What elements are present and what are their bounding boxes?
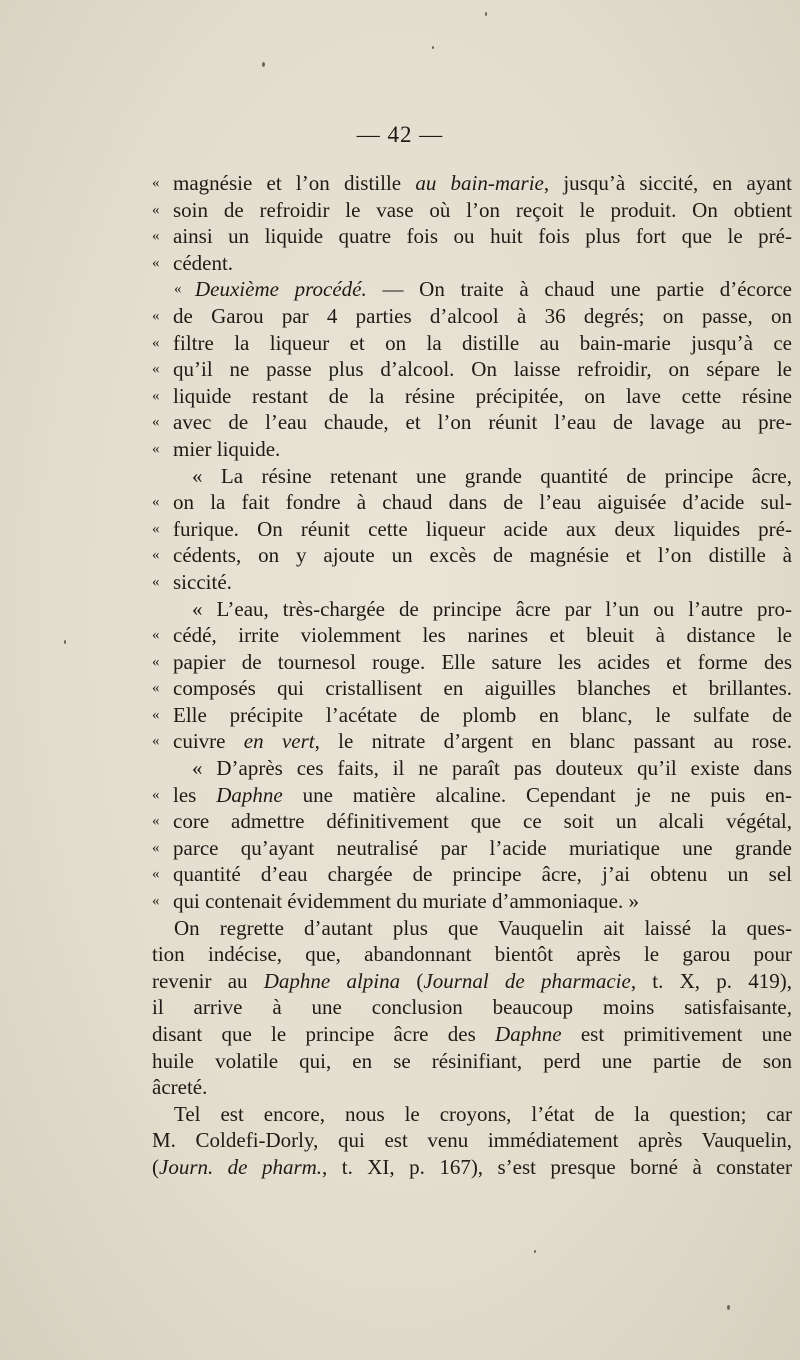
text-segment: on la fait fondre à chaud dans de l’eau aiguisée d’acide sul-: [173, 490, 792, 515]
text-segment: les: [173, 782, 217, 807]
text-segment: core admettre définitivement que ce soit un alcali végétal,: [173, 809, 792, 834]
text-line: [152, 728, 792, 755]
text-line: [152, 436, 792, 463]
text-segment: , jusqu’à siccité, en ayant: [543, 171, 792, 195]
text-segment: avec de l’eau chaude, et l’on réunit l’eau de lavage au pre-: [173, 410, 792, 435]
text-line: [152, 915, 792, 942]
text-line: [152, 250, 792, 277]
text-segment: âcreté.: [152, 1075, 208, 1100]
paper-speck: [485, 12, 487, 16]
italic-text: Journal de pharmacie: [423, 968, 631, 993]
text-segment: il arrive à une conclusion beaucoup moins satisfaisante,: [152, 995, 792, 1020]
text-line: [152, 649, 792, 676]
text-segment: tion indécise, que, abandonnant bientôt après le garou pour: [152, 942, 792, 967]
text-line: [152, 276, 792, 303]
paper-speck: [727, 1305, 730, 1310]
quote-mark: «: [152, 228, 160, 245]
text-line: [152, 622, 792, 649]
text-segment: composés qui cristallisent en aiguilles blanches et brillantes.: [173, 676, 792, 701]
text-line: [152, 755, 792, 782]
body-text: [152, 170, 792, 1181]
text-line: [152, 675, 792, 702]
quote-mark: «: [152, 414, 160, 431]
text-line: [152, 409, 792, 436]
italic-text: au bain-marie: [415, 171, 544, 195]
text-segment: cédents, on y ajoute un excès de magnésie et l’on distille à: [173, 543, 792, 568]
italic-text: Deuxième procédé.: [195, 277, 367, 302]
text-segment: « L’eau, très-chargée de principe âcre par l’un ou l’autre pro-: [192, 596, 792, 621]
quote-mark: «: [152, 786, 160, 803]
text-segment: « D’après ces faits, il ne paraît pas douteux qu’il existe dans: [192, 756, 792, 781]
quote-mark: «: [152, 440, 160, 457]
text-segment: furique. On réunit cette liqueur acide aux deux liquides pré-: [173, 516, 792, 541]
quote-mark: «: [152, 547, 160, 564]
quote-mark: «: [174, 281, 182, 298]
quote-mark: «: [152, 361, 160, 378]
text-line: [152, 356, 792, 383]
quote-mark: «: [152, 627, 160, 644]
quote-mark: «: [152, 387, 160, 404]
quote-mark: «: [152, 334, 160, 351]
text-segment: (: [152, 1154, 159, 1179]
text-segment: huile volatile qui, en se résinifiant, perd une partie de son: [152, 1048, 792, 1073]
quote-mark: «: [152, 254, 160, 271]
text-line: [152, 968, 792, 995]
text-segment: cédent.: [173, 250, 234, 275]
text-segment: , t. X, p. 419),: [630, 968, 792, 993]
quote-mark: «: [152, 813, 160, 830]
text-line: [152, 888, 792, 915]
text-segment: « La résine retenant une grande quantité de principe âcre,: [192, 463, 792, 488]
text-segment: revenir au: [152, 968, 264, 993]
paper-speck: [432, 46, 434, 49]
text-segment: qui contenait évidemment du muriate d’ammoniaque. »: [173, 889, 639, 914]
quote-mark: «: [152, 839, 160, 856]
quote-mark: «: [152, 201, 160, 218]
quote-mark: «: [152, 175, 160, 191]
page-number: — 42 —: [356, 122, 444, 147]
text-line: [152, 702, 792, 729]
text-line: [152, 1048, 792, 1075]
text-segment: quantité d’eau chargée de principe âcre, j’ai obtenu un sel: [173, 862, 792, 887]
text-line: [152, 994, 792, 1021]
text-segment: disant que le principe âcre des: [152, 1022, 496, 1046]
text-line: [152, 835, 792, 862]
text-line: [152, 516, 792, 543]
text-segment: ainsi un liquide quatre fois ou huit fois plus fort que le pré-: [173, 224, 792, 249]
text-line: [152, 941, 792, 968]
quote-mark: «: [152, 653, 160, 670]
italic-text: Daphne: [495, 1022, 562, 1046]
paper-speck: [64, 640, 66, 644]
text-line: [152, 383, 792, 410]
italic-text: en vert: [243, 729, 315, 754]
text-segment: filtre la liqueur et on la distille au bain-marie jusqu’à ce: [173, 330, 792, 355]
text-line: [152, 596, 792, 623]
text-segment: cédé, irrite violemment les narines et bleuit à distance le: [173, 623, 792, 648]
italic-text: Daphne: [216, 782, 283, 807]
text-segment: Tel est encore, nous le croyons, l’état de la question; car: [174, 1101, 792, 1126]
text-line: [152, 542, 792, 569]
text-segment: liquide restant de la résine précipitée, on lave cette résine: [173, 383, 792, 408]
text-line: [152, 303, 792, 330]
text-segment: cuivre: [173, 729, 244, 754]
text-line: [152, 330, 792, 357]
text-segment: est primitivement une: [561, 1022, 792, 1046]
text-line: [152, 1021, 792, 1048]
text-line: [152, 861, 792, 888]
quote-mark: «: [152, 893, 160, 910]
quote-mark: «: [152, 573, 160, 590]
quote-mark: «: [152, 494, 160, 511]
text-segment: papier de tournesol rouge. Elle sature les acides et forme des: [173, 649, 792, 674]
text-segment: On regrette d’autant plus que Vauquelin ait laissé la ques-: [174, 915, 792, 940]
text-line: [152, 782, 792, 809]
text-line: [152, 489, 792, 516]
quote-mark: «: [152, 680, 160, 697]
text-line: [152, 170, 792, 197]
text-segment: M. Coldefi-Dorly, qui est venu immédiatement après Vauquelin,: [152, 1128, 792, 1153]
text-line: [152, 223, 792, 250]
paper-speck: [262, 62, 265, 67]
text-segment: magnésie et l’on distille: [173, 171, 416, 195]
text-line: [152, 197, 792, 224]
paper-speck: [534, 1250, 536, 1253]
quote-mark: «: [152, 733, 160, 750]
text-segment: mier liquide.: [173, 436, 281, 461]
text-segment: — On traite à chaud une partie d’écorce: [366, 277, 792, 302]
text-segment: qu’il ne passe plus d’alcool. On laisse refroidir, on sépare le: [173, 357, 792, 382]
text-line: [152, 1101, 792, 1128]
text-segment: , le nitrate d’argent en blanc passant au rose.: [314, 729, 792, 754]
text-segment: , t. XI, p. 167), s’est presque borné à constater: [322, 1154, 793, 1179]
text-segment: une matière alcaline. Cependant je ne puis en-: [282, 782, 793, 807]
text-line: [152, 569, 792, 596]
italic-text: Journ. de pharm.: [159, 1154, 323, 1179]
italic-text: Daphne alpina: [263, 968, 401, 993]
text-segment: Elle précipite l’acétate de plomb en blanc, le sulfate de: [173, 702, 792, 727]
text-segment: de Garou par 4 parties d’alcool à 36 degrés; on passe, on: [173, 303, 792, 328]
text-line: [152, 1127, 792, 1154]
text-segment: soin de refroidir le vase où l’on reçoit le produit. On obtient: [173, 197, 792, 222]
quote-mark: «: [152, 307, 160, 324]
text-line: [152, 1154, 792, 1181]
text-segment: (: [400, 968, 424, 993]
text-line: [152, 463, 792, 490]
text-segment: parce qu’ayant neutralisé par l’acide muriatique une grande: [173, 835, 792, 860]
text-line: [152, 808, 792, 835]
quote-mark: «: [152, 520, 160, 537]
quote-mark: «: [152, 706, 160, 723]
text-line: [152, 1074, 792, 1101]
text-segment: siccité.: [173, 569, 232, 594]
quote-mark: «: [152, 866, 160, 883]
